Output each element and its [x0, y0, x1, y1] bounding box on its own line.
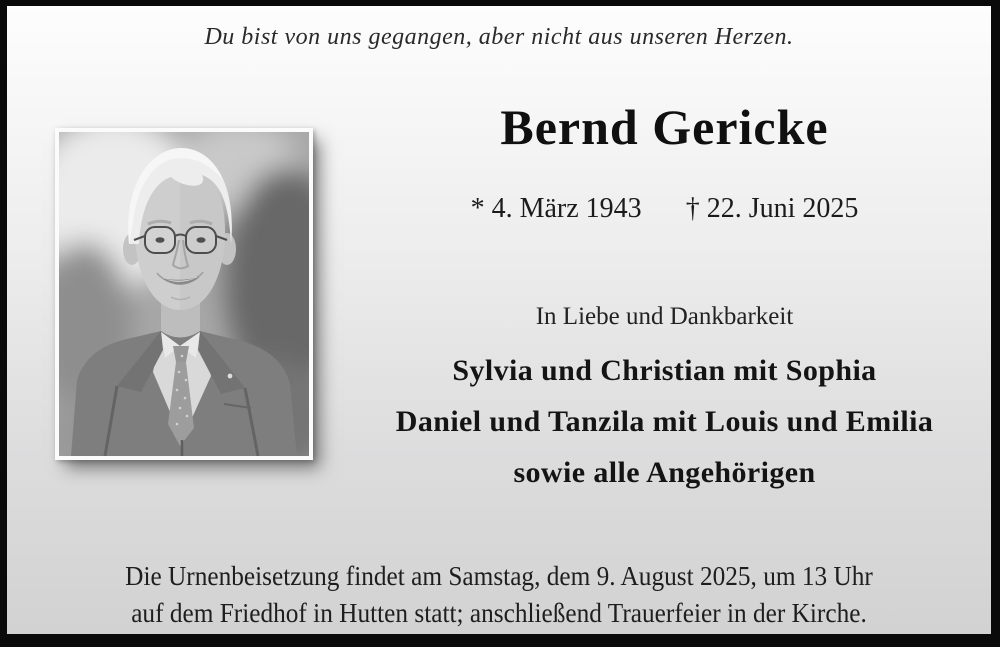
tribute-intro: In Liebe und Dankbarkeit — [535, 303, 794, 330]
mourners-line: sowie alle Angehörigen — [513, 456, 816, 489]
birth-star-symbol: * — [470, 193, 485, 224]
epitaph-quote: Du bist von uns gegangen, aber nicht aus unseren Herzen. — [204, 24, 794, 50]
life-dates — [337, 194, 992, 225]
death-date-group — [686, 194, 859, 225]
funeral-info-line: Die Urnenbeisetzung findet am Samstag, dem 9. August 2025, um 13 Uhr — [125, 560, 873, 591]
portrait-illustration — [59, 132, 309, 456]
portrait-photo — [55, 128, 313, 460]
mourners-line: Sylvia und Christian mit Sophia — [452, 354, 877, 387]
birth-date: 4. März 1943 — [491, 193, 642, 224]
birth-date-group — [471, 194, 642, 225]
deceased-name: Bernd Gericke — [500, 99, 829, 155]
funeral-info-line: auf dem Friedhof in Hutten statt; anschließend Trauerfeier in der Kirche. — [131, 597, 867, 628]
death-cross-symbol: † — [685, 193, 700, 224]
death-date: 22. Juni 2025 — [706, 193, 859, 224]
mourners-line: Daniel und Tanzila mit Louis und Emilia — [395, 405, 934, 438]
